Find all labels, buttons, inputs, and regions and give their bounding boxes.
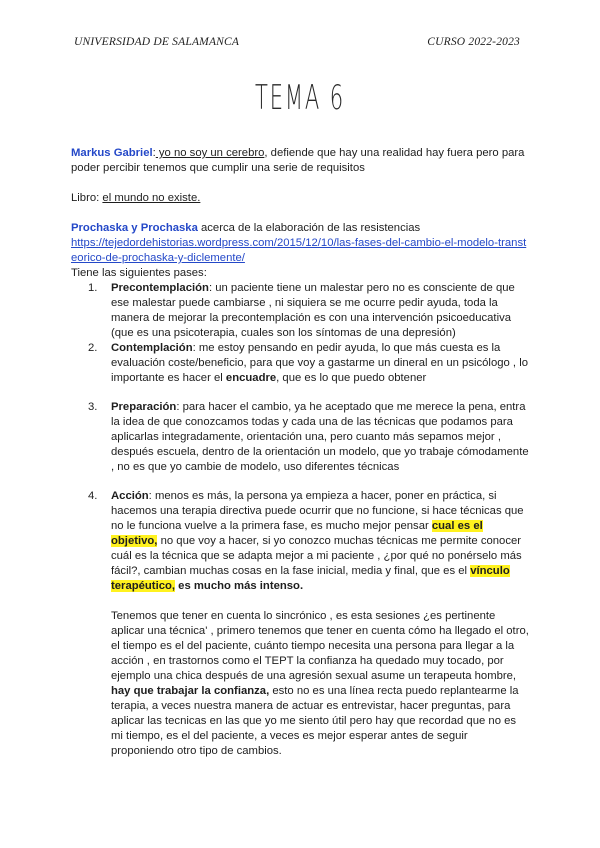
list-number: 3. — [88, 401, 98, 413]
list-number: 1. — [88, 282, 98, 294]
sincronico-text: Tenemos que tener en cuenta lo sincrónico , es esta sesiones ¿es pertinente aplicar una técnica' , primero tenemos que tener en cuenta cómo ha llegado el otro, el tiempo es el del paciente, cuánto tiempo necesita una persona para llegar a la acción , en trastornos como el TEPT la confianza ha quedado muy tocado, por ejemplo una chica después de una agresión sexual asume un terapeuta hombre, — [111, 610, 529, 682]
document-body — [71, 146, 531, 759]
list-item-contemplacion — [71, 341, 531, 386]
sincronico-bold: hay que trabajar la confianza, — [111, 685, 270, 697]
phase-term: Preparación — [111, 401, 177, 413]
prochaska-name: Prochaska y Prochaska — [71, 222, 198, 234]
phase-term: Contemplación — [111, 342, 193, 354]
markus-work: yo no soy un cerebro — [155, 147, 265, 159]
libro-title: el mundo no existe. — [102, 192, 201, 204]
phase-text-mid: no que voy a hacer, si yo conozco muchas técnicas me permite conocer cuál es la técnica que se adapta mejor a mi paciente , ¿por qué no ponérselo más fácil?, cambian muchas cosas en la fase inicial, media y final, que es el — [111, 535, 522, 577]
phase-bold-end: es mucho más intenso. — [175, 580, 304, 592]
phase-text: : menos es más, la persona ya empieza a hacer, poner en práctica, si hacemos una terapia directiva puede ocurrir que no funcione, si hace técnicas que no le funciona vuelve a la primera fase, es mucho mejor pensar — [111, 490, 524, 532]
markus-colon: : — [152, 147, 156, 159]
markus-rest: , defiende que hay una realidad hay fuera pero para poder percibir tenemos que cumplir una serie de requisitos — [71, 147, 525, 174]
phase-text: : para hacer el cambio, ya he aceptado que me merece la pena, entra la idea de que conozcamos todas y cada una de las técnicas que podamos para aplicarlas integradamente, orientación una, pero cuanto más sepamos mejor , después escuela, dentro de la orientación un modelo, que yo trabaje cómodamente , no es que yo cambie de modelo, uso diferentes técnicas — [111, 401, 529, 473]
prochaska-rest: acerca de la elaboración de las resistencias — [197, 222, 421, 234]
libro-paragraph — [71, 191, 531, 206]
list-number: 2. — [88, 342, 98, 354]
phase-text: : un paciente tiene un malestar pero no es consciente de que ese malestar puede cambiarse , ni siquiera se me ocurre pedir ayuda, toda la manera de mejorar la precontemplación es con una intervención psicoeducativa (que es una psicoterapia, cuales son los síntomas de una depresión) — [111, 282, 515, 339]
phase-text-end: , que es lo que puedo obtener — [276, 372, 427, 384]
prochaska-link[interactable]: https://tejedordehistorias.wordpress.com/2015/12/10/las-fases-del-cambio-el-modelo-transteorico-de-prochaska-y-diclemente/ — [71, 237, 527, 264]
header-university: UNIVERSIDAD DE SALAMANCA — [74, 36, 240, 48]
phase-term: Precontemplación — [111, 282, 209, 294]
libro-label: Libro: — [71, 192, 100, 204]
phase-term: Acción — [111, 490, 149, 502]
list-item-accion — [71, 489, 531, 594]
list-item-precontemplacion — [71, 281, 531, 341]
phases-list — [71, 281, 531, 759]
highlight-objetivo: cual es el objetivo, — [111, 520, 483, 547]
list-number: 4. — [88, 490, 98, 502]
highlight-vinculo: vínculo terapéutico, — [111, 565, 510, 592]
prochaska-heading — [71, 221, 531, 236]
phase-text: : me estoy pensando en pedir ayuda, lo que más cuesta es la evaluación coste/beneficio, para que voy a gastarme un dineral en un psicólogo , lo importante es hacer el — [111, 342, 528, 384]
phase-bold-term: encuadre — [225, 372, 277, 384]
prochaska-link-line — [71, 236, 531, 266]
markus-name: Markus Gabriel — [71, 147, 153, 159]
phases-intro: Tiene las siguientes pases: — [71, 267, 207, 279]
markus-paragraph — [71, 146, 531, 176]
sincronico-text-end: esto no es una línea recta puedo replantearme la terapia, a veces nuestra manera de actuar es entrevistar, hacer preguntas, para aplicar las tecnicas en las que yo me siento útil pero hay que recordad que no es mi tiempo, es el del paciente, a veces es mejor esperar antes de seguir proponiendo otro tipo de cambios. — [111, 685, 519, 757]
header-course: CURSO 2022-2023 — [427, 36, 520, 48]
page-title: TEMA 6 — [254, 78, 346, 118]
sincronico-paragraph — [71, 609, 531, 759]
list-item-preparacion — [71, 400, 531, 475]
